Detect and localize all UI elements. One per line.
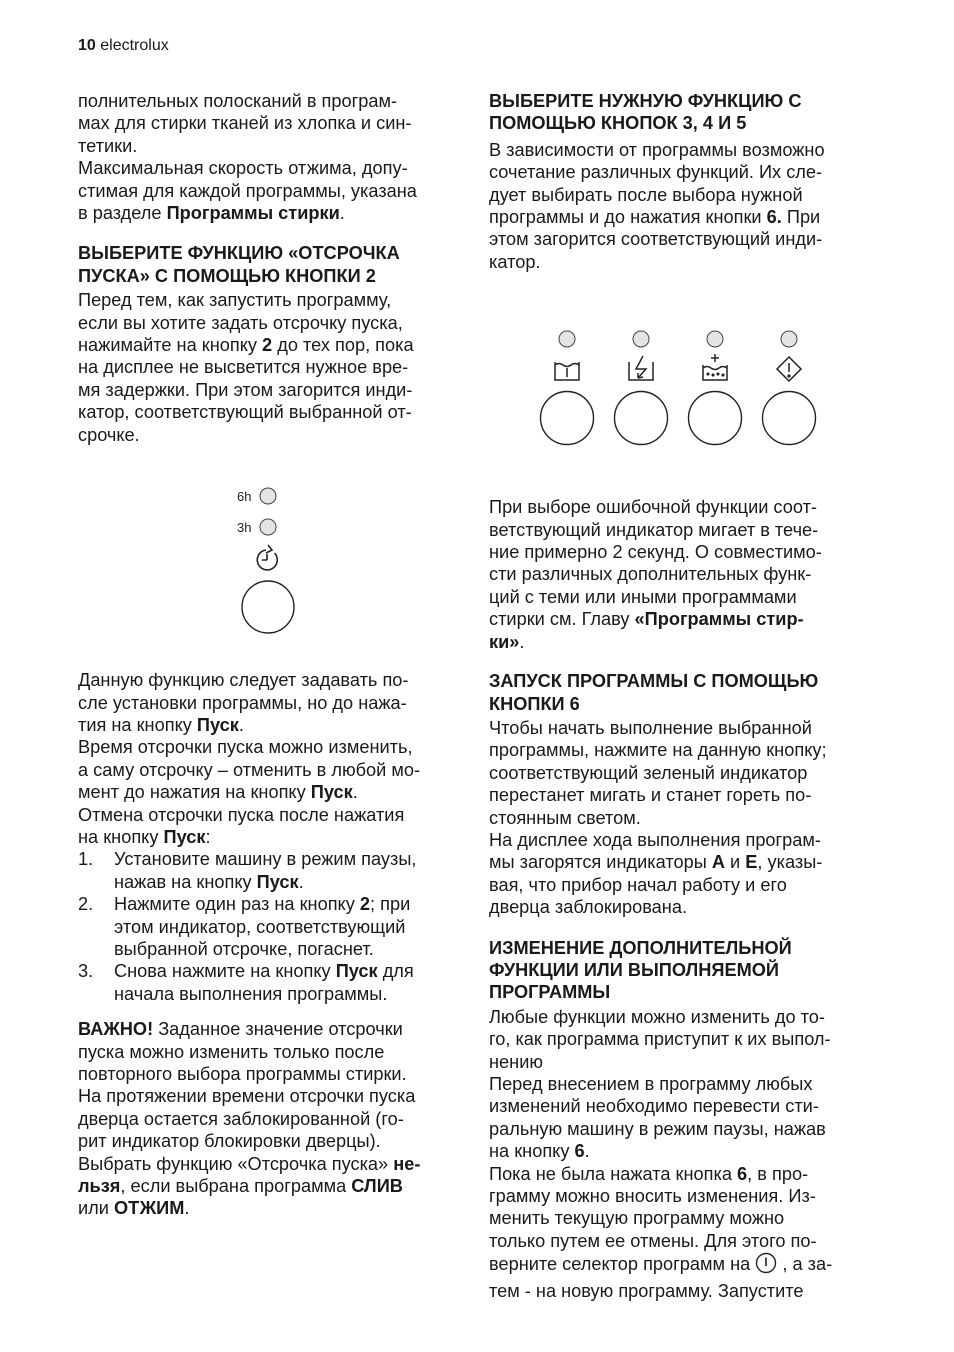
paragraph: Перед тем, как запустить программу, если вы хотите задать отсрочку пуска, нажимайте на кнопку 2 до тех пор, пока на дисплее не высветится нужное вре- мя задержки. При этом загорится инди- катор, соответствующий выбранной от- срочке. bbox=[78, 290, 414, 445]
indicator-led-3h bbox=[260, 519, 276, 535]
list-item: 2. Нажмите один раз на кнопку 2; при этом индикатор, соответствующий выбранной отсрочке, погаснет. bbox=[78, 894, 411, 959]
indicator-label-3h: 3h bbox=[237, 520, 252, 535]
paragraph: На дисплее хода выполнения програм- мы загорятся индикаторы A и E, указы- вая, что прибор начал работу и его дверца заблокирована. bbox=[489, 829, 823, 918]
function-buttons-figure bbox=[530, 325, 830, 450]
list-item: 3. Снова нажмите на кнопку Пуск для начала выполнения программы. bbox=[78, 961, 414, 1004]
power-off-icon bbox=[755, 1252, 777, 1279]
cancel-steps-list bbox=[78, 848, 468, 1005]
paragraph: Перед внесением в программу любых изменений необходимо перевести сти- ральную машину в режим паузы, нажав на кнопку 6. bbox=[489, 1074, 826, 1162]
section-heading-functions: ВЫБЕРИТЕ НУЖНУЮ ФУНКЦИЮ С ПОМОЩЬЮ КНОПОК 3, 4 И 5 bbox=[489, 91, 802, 134]
start-button-6 bbox=[763, 392, 816, 445]
paragraph: полнительных полосканий в програм- мах для стирки тканей из хлопка и син- тетики. bbox=[78, 91, 412, 156]
page-number: 10 bbox=[78, 37, 96, 54]
indicator-led-6h bbox=[260, 488, 276, 504]
delay-button-2 bbox=[242, 581, 294, 633]
list-item: 1. Установите машину в режим паузы, нажав на кнопку Пуск. bbox=[78, 849, 417, 892]
indicator-led-5 bbox=[707, 331, 723, 347]
paragraph: Любые функции можно изменить до то- го, как программа приступит к их выпол- нению bbox=[489, 1006, 831, 1072]
paragraph: Данную функцию следует задавать по- сле установки программы, но до нажа- тия на кнопку Пуск. bbox=[78, 670, 409, 735]
left-column bbox=[78, 90, 468, 1220]
paragraph: Максимальная скорость отжима, допу- стимая для каждой программы, указана в разделе Программы стирки. bbox=[78, 158, 417, 224]
section-heading-change: ИЗМЕНЕНИЕ ДОПОЛНИТЕЛЬНОЙ ФУНКЦИИ ИЛИ ВЫПОЛНЯЕМОЙ ПРОГРАММЫ bbox=[489, 937, 792, 1003]
indicator-led-4 bbox=[633, 331, 649, 347]
start-pause-icon bbox=[777, 357, 801, 381]
section-heading-start: ЗАПУСК ПРОГРАММЫ С ПОМОЩЬЮ КНОПКИ 6 bbox=[489, 671, 819, 714]
paragraph: Пока не была нажата кнопка 6, в про- грамму можно вносить изменения. Из- менить текущую программу можно только путем ее отмены. Для этого по- верните селектор программ на , а за- тем - на новую программу. Запустите bbox=[489, 1163, 833, 1301]
function-button-3 bbox=[541, 392, 594, 445]
quick-wash-icon bbox=[629, 356, 653, 380]
paragraph: При выборе ошибочной функции соот- ветствующий индикатор мигает в тече- ние примерно 2 секунд. О совместимо- сти различных дополнительных функ- ций с теми или иными программами стирки см. Главу «Программы стир- ки». bbox=[489, 497, 822, 652]
indicator-led-6 bbox=[781, 331, 797, 347]
paragraph: Время отсрочки пуска можно изменить, а саму отсрочку – отменить в любой мо- мент до нажатия на кнопку Пуск. bbox=[78, 737, 421, 803]
delay-start-figure bbox=[230, 484, 310, 638]
paragraph: В зависимости от программы возможно сочетание различных функций. Их сле- дует выбирать после выбора нужной программы и до нажатия кнопки 6. При этом загорится соответствующий инди- катор. bbox=[489, 139, 825, 272]
page-header bbox=[78, 37, 169, 55]
extra-rinse-icon bbox=[703, 354, 727, 380]
paragraph: Отмена отсрочки пуска после нажатия на кнопку Пуск: bbox=[78, 804, 405, 847]
indicator-led-3 bbox=[559, 331, 575, 347]
function-button-4 bbox=[615, 392, 668, 445]
brand-name: electrolux bbox=[100, 37, 169, 54]
right-column bbox=[489, 90, 881, 1302]
important-note: ВАЖНО! Заданное значение отсрочки пуска можно изменить только после повторного выбора программы стирки. На протяжении времени отсрочки пуска дверца остается заблокированной (го- рит индикатор блокировки дверцы). Выбрать функцию «Отсрочка пуска» не- льзя, если выбрана программа СЛИВ или ОТЖИМ. bbox=[78, 1019, 421, 1219]
delay-clock-icon bbox=[257, 545, 277, 570]
stain-tub-icon bbox=[555, 362, 579, 380]
function-button-5 bbox=[689, 392, 742, 445]
section-heading-delay: ВЫБЕРИТЕ ФУНКЦИЮ «ОТСРОЧКА ПУСКА» С ПОМОЩЬЮ КНОПКИ 2 bbox=[78, 243, 400, 286]
indicator-label-6h: 6h bbox=[237, 489, 252, 504]
paragraph: Чтобы начать выполнение выбранной программы, нажмите на данную кнопку; соответствующий зеленый индикатор перестанет мигать и станет гореть по- стоянным светом. bbox=[489, 717, 827, 828]
